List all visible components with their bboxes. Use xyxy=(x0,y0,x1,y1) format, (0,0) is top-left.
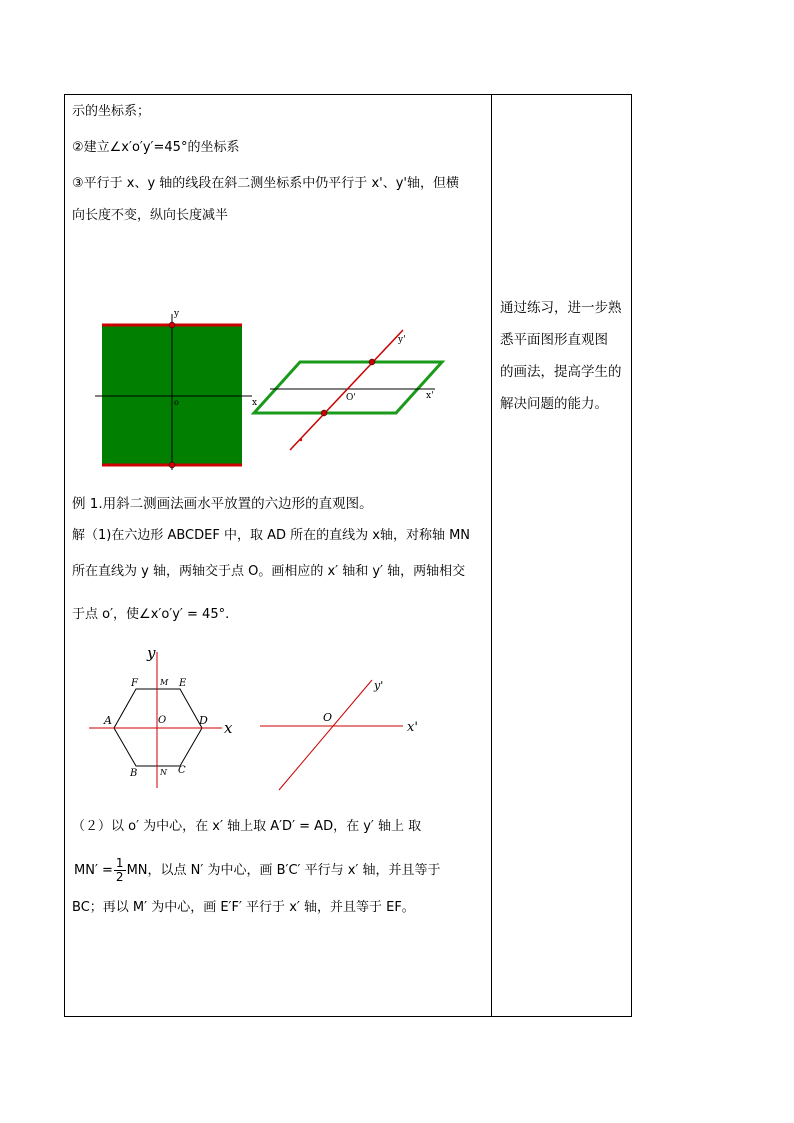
note-line-2: 悉平面图形直观图 xyxy=(500,332,608,348)
column-divider xyxy=(491,94,492,1017)
note-line-1: 通过练习，进一步熟 xyxy=(500,300,622,316)
label-A: A xyxy=(104,714,112,727)
label-O: O xyxy=(323,711,333,724)
solution-line-3: 于点 o′，使∠x′o′y′ = 45°. xyxy=(72,607,230,622)
label-x: x xyxy=(224,719,233,737)
text-line-3: ③平行于 x、y 轴的线段在斜二测坐标系中仍平行于 x'、y'轴，但横 xyxy=(72,176,459,191)
solution-line-1: 解（1)在六边形 ABCDEF 中，取 AD 所在的直线为 x轴，对称轴 MN xyxy=(72,528,471,543)
point-bottom xyxy=(169,462,175,468)
step2-pre: MN′ = xyxy=(74,862,113,878)
right-column-note xyxy=(500,292,630,420)
label-B: B xyxy=(130,768,138,779)
figure-square-oblique xyxy=(90,300,450,475)
label-o-prime: O' xyxy=(346,393,356,403)
step2-line-3: BC；再以 M′ 为中心，画 E′F′ 平行于 x′ 轴，并且等于 EF。 xyxy=(72,900,415,915)
label-O: O xyxy=(158,715,167,726)
text-line-2: ②建立∠x′o′y′=45°的坐标系 xyxy=(72,140,240,155)
label-x-prime: x' xyxy=(407,720,418,735)
solution-line-2: 所在直线为 y 轴，两轴交于点 O。画相应的 x′ 轴和 y′ 轴，两轴相交 xyxy=(72,564,466,579)
label-x-prime: x' xyxy=(426,391,434,401)
step2-line-2 xyxy=(74,857,441,884)
label-M: M xyxy=(160,678,169,687)
text-line-1: 示的坐标系； xyxy=(72,104,151,119)
label-D: D xyxy=(199,714,208,727)
label-N: N xyxy=(160,768,167,777)
figure-oblique-axes xyxy=(255,670,435,795)
y-prime-axis xyxy=(290,330,403,450)
text-line-4: 向长度不变，纵向长度减半 xyxy=(72,208,229,223)
label-y-prime: y' xyxy=(398,335,406,345)
label-E: E xyxy=(179,678,187,689)
step2-line-1: （２）以 o′ 为中心，在 x′ 轴上取 A′D′ = AD，在 y′ 轴上 取 xyxy=(72,819,422,834)
fraction-numerator: 1 xyxy=(115,856,124,870)
label-C: C xyxy=(178,765,186,776)
fraction-denominator: 2 xyxy=(115,870,124,884)
point-lower xyxy=(321,410,327,416)
note-line-4: 解决问题的能力。 xyxy=(500,396,608,412)
y-prime-axis xyxy=(279,680,372,790)
label-x: x xyxy=(252,398,258,408)
step2-post: MN，以点 N′ 为中心，画 B′C′ 平行与 x′ 轴，并且等于 xyxy=(126,862,441,878)
label-y: y xyxy=(147,644,156,662)
label-F: F xyxy=(131,678,138,689)
figure-hexagon xyxy=(84,640,244,790)
point-top xyxy=(169,322,175,328)
point-tail xyxy=(300,439,302,441)
label-o: o xyxy=(174,398,179,407)
example-title: 例 1.用斜二测画法画水平放置的六边形的直观图。 xyxy=(72,496,373,512)
label-y-prime: y' xyxy=(374,679,384,692)
fraction-half xyxy=(114,857,126,884)
note-line-3: 的画法，提高学生的 xyxy=(500,364,622,380)
point-upper xyxy=(369,359,375,365)
label-y: y xyxy=(174,309,180,319)
